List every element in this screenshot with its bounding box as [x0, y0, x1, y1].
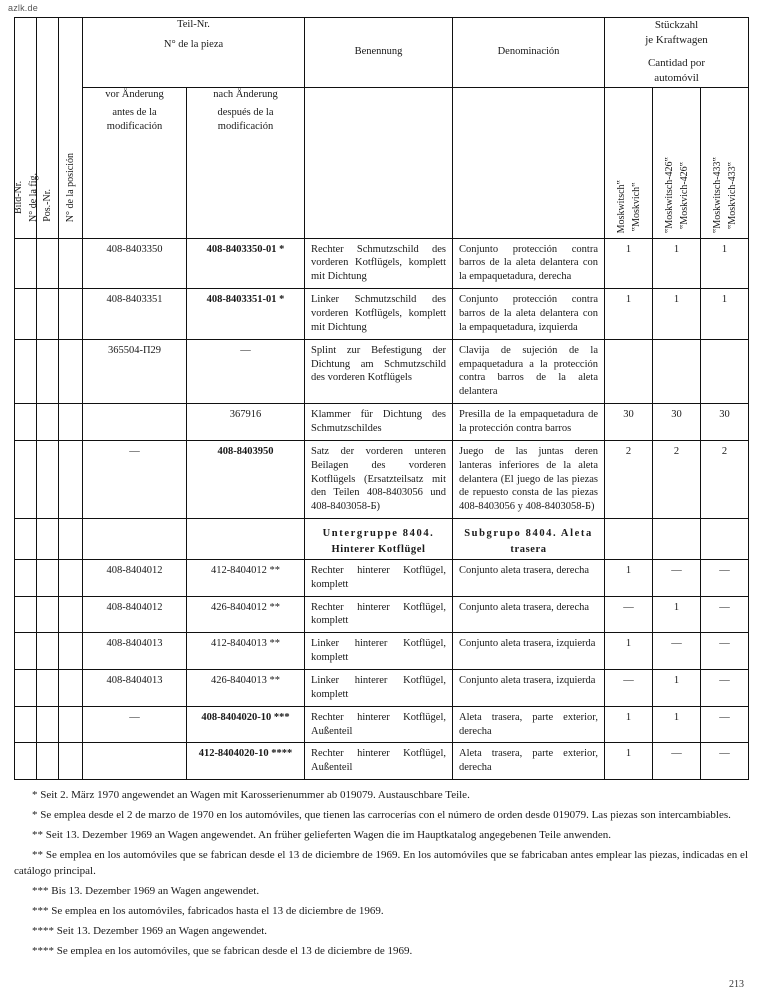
- cell-benennung: Rechter hinterer Kotflügel, Außenteil: [305, 743, 453, 780]
- table-row: [15, 670, 749, 707]
- footnote: ** Se emplea en los automóviles que se fabrican desde el 13 de diciembre de 1969. En los automóviles que se fabricaban antes emplear las piezas, indicadas en el catálogo principal.: [14, 848, 748, 877]
- cell-denominacion: Presilla de la empaquetadura de la protección contra barros: [453, 404, 605, 441]
- table-row: [15, 238, 749, 289]
- cell-position-number: [37, 670, 59, 707]
- cell-benennung: Rechter Schmutzschild des vorderen Kotflügels, komplett mit Dichtung: [305, 238, 453, 289]
- cell-benennung: Linker Schmutzschild des vorderen Kotflügels, komplett mit Dichtung: [305, 289, 453, 340]
- cell-qty-moskvich: 1: [605, 743, 653, 780]
- table-row: [15, 404, 749, 441]
- header-new-number: nach Änderung después de la modificación: [187, 87, 305, 238]
- cell-position-number: [37, 706, 59, 743]
- footnote: **** Se emplea en los automóviles, que se fabrican desde el 13 de diciembre de 1969.: [32, 944, 413, 957]
- footnote-divider: [14, 779, 254, 780]
- header-quantity: Stückzahl je Kraftwagen Cantidad por automóvil: [605, 18, 749, 88]
- cell-denominacion: Conjunto aleta trasera, derecha: [453, 559, 605, 596]
- cell-position-number-es: [59, 238, 83, 289]
- cell-qty-moskvich-433: —: [701, 559, 749, 596]
- cell-qty-moskvich: 1: [605, 559, 653, 596]
- cell-old-part-number: 408-8404012: [83, 596, 187, 633]
- cell-benennung: Splint zur Befestigung der Dichtung am Schmutzschild des vorderen Kotflügels: [305, 339, 453, 403]
- cell-position-number: [37, 440, 59, 518]
- cell-figure-number: [15, 706, 37, 743]
- cell-qty-moskvich-433: —: [701, 670, 749, 707]
- header-old-number: vor Änderung antes de la modificación: [83, 87, 187, 238]
- cell-figure-number: [15, 596, 37, 633]
- cell-denominacion: Juego de las juntas deren lanteras inferiores de la aleta delantera (El juego de las piezas de repuesto consta de las piezas 408-8403056 y 408-8403058-Б): [453, 440, 605, 518]
- footnote: **** Seit 13. Dezember 1969 an Wagen angewendet.: [32, 924, 268, 937]
- table-row: [15, 596, 749, 633]
- cell-old-part-number: 408-8403351: [83, 289, 187, 340]
- cell-new-part-number: 412-8404012 **: [187, 559, 305, 596]
- cell-position-number: [37, 633, 59, 670]
- header-benennung: Benennung: [305, 18, 453, 88]
- cell-new-part-number: 408-8403351-01 *: [187, 289, 305, 340]
- cell-qty-moskvich-433: 30: [701, 404, 749, 441]
- cell-qty-moskvich-426: 30: [653, 404, 701, 441]
- cell-new-part-number: 412-8404020-10 ****: [187, 743, 305, 780]
- cell-qty-moskvich-433: —: [701, 596, 749, 633]
- cell-new-part-number: 408-8403950: [187, 440, 305, 518]
- footnote: *** Bis 13. Dezember 1969 an Wagen angewendet.: [32, 884, 260, 897]
- cell-qty-moskvich: 2: [605, 440, 653, 518]
- cell-new-part-number: [187, 519, 305, 560]
- footnote: * Se emplea desde el 2 de marzo de 1970 en los automóviles, que tienen las carrocerías con el número de orden desde 019079. Las piezas son intercambiables.: [32, 808, 731, 821]
- cell-qty-moskvich-426: 2: [653, 440, 701, 518]
- cell-qty-moskvich-426: 1: [653, 670, 701, 707]
- cell-new-part-number: 408-8403350-01 *: [187, 238, 305, 289]
- cell-denominacion: Conjunto protección contra barros de la aleta delantera con la empaquetadura, izquierda: [453, 289, 605, 340]
- cell-denominacion: Conjunto aleta trasera, izquierda: [453, 633, 605, 670]
- cell-benennung: Klammer für Dichtung des Schmutzschildes: [305, 404, 453, 441]
- cell-denominacion: Aleta trasera, parte exterior, derecha: [453, 743, 605, 780]
- table-row: [15, 706, 749, 743]
- cell-qty-moskvich-426: [653, 339, 701, 403]
- cell-position-number: [37, 519, 59, 560]
- cell-figure-number: [15, 404, 37, 441]
- header-spacer-2: [453, 87, 605, 238]
- cell-qty-moskvich-433: 1: [701, 289, 749, 340]
- cell-qty-moskvich: —: [605, 670, 653, 707]
- footnote: *** Se emplea en los automóviles, fabricados hasta el 13 de diciembre de 1969.: [32, 904, 384, 917]
- footnote: ** Seit 13. Dezember 1969 an Wagen angewendet. An früher gelieferten Wagen die im Hauptkatalog angegebenen Teile anwenden.: [32, 828, 612, 841]
- cell-position-number-es: [59, 404, 83, 441]
- subgroup-row: [15, 519, 749, 560]
- cell-new-part-number: 408-8404020-10 ***: [187, 706, 305, 743]
- cell-benennung: Linker hinterer Kotflügel, komplett: [305, 633, 453, 670]
- cell-new-part-number: —: [187, 339, 305, 403]
- header-figure-number: Bild-Nr. N° de la fig.: [15, 18, 37, 239]
- table-row: [15, 289, 749, 340]
- cell-benennung: Satz der vorderen unteren Beilagen des vorderen Kotflügels (Ersatzteilsatz mit den Teilen 408-8403056 und 408-8403058-Б): [305, 440, 453, 518]
- cell-old-part-number: [83, 743, 187, 780]
- cell-qty-moskvich-426: —: [653, 633, 701, 670]
- cell-old-part-number: 408-8404012: [83, 559, 187, 596]
- table-body: [15, 238, 749, 780]
- table-row: [15, 743, 749, 780]
- cell-position-number: [37, 289, 59, 340]
- cell-old-part-number: 365504-П29: [83, 339, 187, 403]
- cell-qty-moskvich-433: —: [701, 706, 749, 743]
- header-spacer-1: [305, 87, 453, 238]
- cell-new-part-number: 426-8404013 **: [187, 670, 305, 707]
- cell-figure-number: [15, 440, 37, 518]
- header-position-number-es: N° de la posición: [59, 18, 83, 239]
- cell-position-number-es: [59, 289, 83, 340]
- subgroup-title-de: Untergruppe 8404. Hinterer Kotflügel: [305, 519, 453, 560]
- cell-qty-moskvich-433: 1: [701, 238, 749, 289]
- cell-figure-number: [15, 519, 37, 560]
- cell-position-number-es: [59, 559, 83, 596]
- cell-qty-moskvich-426: 1: [653, 289, 701, 340]
- cell-figure-number: [15, 743, 37, 780]
- cell-figure-number: [15, 633, 37, 670]
- cell-qty-moskvich: 1: [605, 633, 653, 670]
- cell-qty-moskvich: 30: [605, 404, 653, 441]
- cell-qty-moskvich: 1: [605, 289, 653, 340]
- table-row: [15, 440, 749, 518]
- cell-position-number: [37, 339, 59, 403]
- table-head: [12, 18, 749, 239]
- cell-figure-number: [15, 289, 37, 340]
- cell-qty-moskvich-433: 2: [701, 440, 749, 518]
- cell-denominacion: Clavija de sujeción de la empaquetadura a la protección contra barros de la aleta delantera: [453, 339, 605, 403]
- cell-qty-moskvich-426: 1: [653, 238, 701, 289]
- cell-position-number-es: [59, 339, 83, 403]
- cell-new-part-number: 367916: [187, 404, 305, 441]
- header-part-number: [83, 18, 305, 88]
- cell-benennung: Rechter hinterer Kotflügel, komplett: [305, 559, 453, 596]
- cell-qty-moskvich: 1: [605, 238, 653, 289]
- cell-qty-moskvich-433: —: [701, 743, 749, 780]
- cell-qty-moskvich-433: [701, 519, 749, 560]
- cell-denominacion: Conjunto protección contra barros de la aleta delantera con la empaquetadura, derecha: [453, 238, 605, 289]
- header-position-number: Pos.-Nr.: [37, 18, 59, 239]
- cell-qty-moskvich-426: —: [653, 559, 701, 596]
- cell-old-part-number: —: [83, 440, 187, 518]
- cell-position-number: [37, 743, 59, 780]
- cell-new-part-number: 426-8404012 **: [187, 596, 305, 633]
- header-part-number-de: Teil-Nr.: [177, 19, 210, 30]
- cell-old-part-number: 408-8404013: [83, 633, 187, 670]
- cell-position-number-es: [59, 440, 83, 518]
- cell-qty-moskvich: [605, 519, 653, 560]
- cell-figure-number: [15, 339, 37, 403]
- cell-figure-number: [15, 559, 37, 596]
- header-model-moskvich-433: ‟Moskwitsch-433‟ ‟Moskvich-433‟: [701, 87, 749, 238]
- cell-position-number: [37, 559, 59, 596]
- cell-new-part-number: 412-8404013 **: [187, 633, 305, 670]
- cell-qty-moskvich: [605, 339, 653, 403]
- subgroup-title-es: Subgrupo 8404. Aleta trasera: [453, 519, 605, 560]
- cell-qty-moskvich-433: —: [701, 633, 749, 670]
- header-model-moskvich-426: ‟Moskwitsch-426‟ ‟Moskvich-426‟: [653, 87, 701, 238]
- table-row: [15, 339, 749, 403]
- cell-position-number-es: [59, 670, 83, 707]
- cell-position-number-es: [59, 519, 83, 560]
- cell-position-number: [37, 238, 59, 289]
- cell-old-part-number: [83, 519, 187, 560]
- cell-denominacion: Conjunto aleta trasera, derecha: [453, 596, 605, 633]
- cell-qty-moskvich: 1: [605, 706, 653, 743]
- page-number: 213: [729, 979, 744, 990]
- parts-table: [14, 17, 749, 780]
- cell-qty-moskvich-426: 1: [653, 706, 701, 743]
- cell-position-number-es: [59, 596, 83, 633]
- watermark: azlk.de: [8, 3, 38, 13]
- cell-benennung: Rechter hinterer Kotflügel, komplett: [305, 596, 453, 633]
- header-model-moskvich: Moskwitsch‟ ‟Moskvich‟: [605, 87, 653, 238]
- table-row: [15, 633, 749, 670]
- cell-old-part-number: 408-8404013: [83, 670, 187, 707]
- cell-denominacion: Conjunto aleta trasera, izquierda: [453, 670, 605, 707]
- footnotes: [14, 788, 748, 963]
- cell-qty-moskvich-426: —: [653, 743, 701, 780]
- cell-old-part-number: 408-8403350: [83, 238, 187, 289]
- cell-figure-number: [15, 670, 37, 707]
- cell-figure-number: [15, 238, 37, 289]
- header-denominacion: Denominación: [453, 18, 605, 88]
- cell-position-number: [37, 404, 59, 441]
- cell-qty-moskvich-426: 1: [653, 596, 701, 633]
- cell-position-number-es: [59, 706, 83, 743]
- table-row: [15, 559, 749, 596]
- cell-qty-moskvich-426: [653, 519, 701, 560]
- footnote: * Seit 2. März 1970 angewendet an Wagen mit Karosserienummer ab 019079. Austauschbare Teile.: [32, 789, 470, 801]
- cell-qty-moskvich: —: [605, 596, 653, 633]
- header-part-number-es: N° de la pieza: [163, 39, 224, 51]
- cell-benennung: Linker hinterer Kotflügel, komplett: [305, 670, 453, 707]
- cell-denominacion: Aleta trasera, parte exterior, derecha: [453, 706, 605, 743]
- cell-old-part-number: —: [83, 706, 187, 743]
- cell-benennung: Rechter hinterer Kotflügel, Außenteil: [305, 706, 453, 743]
- cell-position-number-es: [59, 743, 83, 780]
- cell-position-number-es: [59, 633, 83, 670]
- cell-old-part-number: [83, 404, 187, 441]
- cell-position-number: [37, 596, 59, 633]
- cell-qty-moskvich-433: [701, 339, 749, 403]
